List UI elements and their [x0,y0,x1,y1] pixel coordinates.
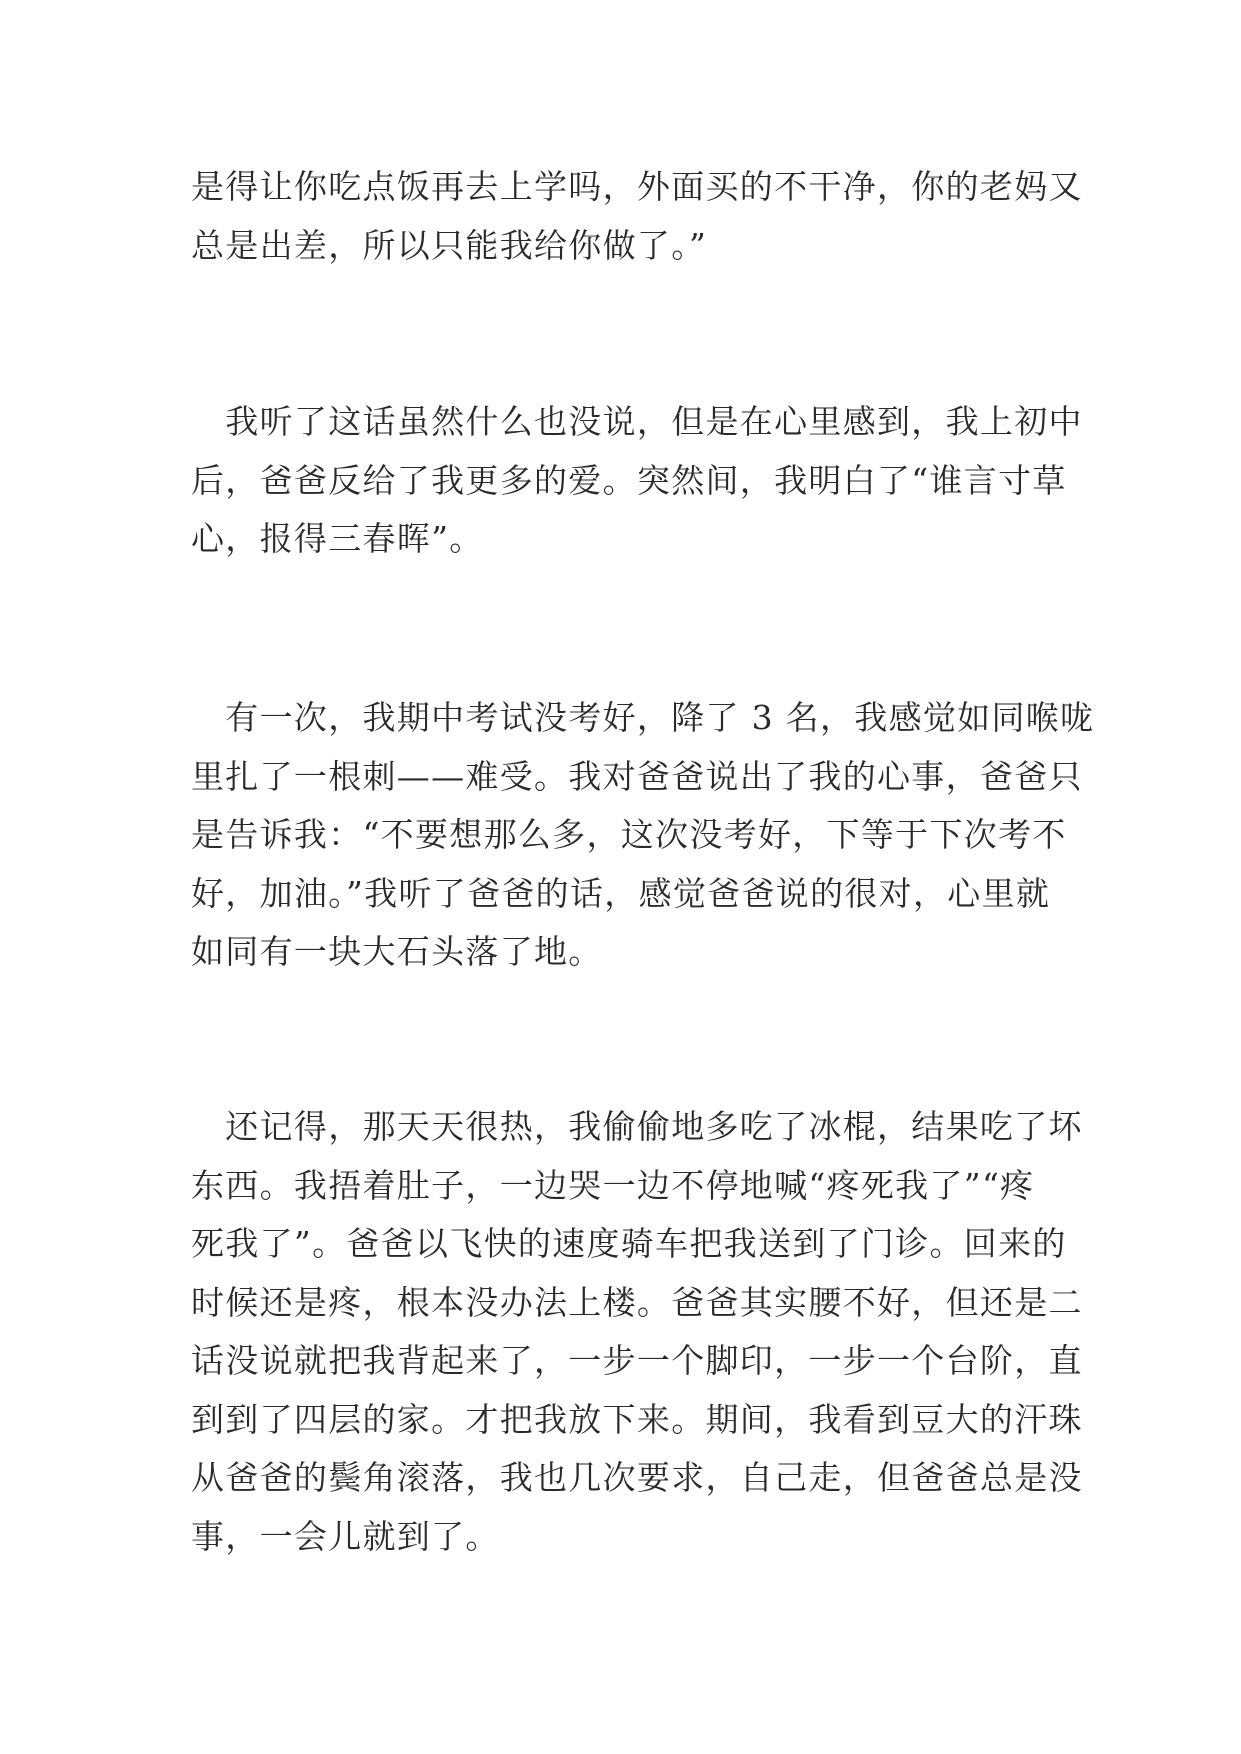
paragraph-line: 如同有一块大石头落了地。 [191,932,603,971]
paragraph-2 [191,393,1083,569]
paragraph-line: 东西。我捂着肚子，一边哭一边不停地喊“疼死我了”“疼 [191,1165,1035,1205]
paragraph-line: 是得让你吃点饭再去上学吗，外面买的不干净，你的老妈又 [191,167,1083,206]
paragraph-line: 到到了四层的家。才把我放下来。期间，我看到豆大的汗珠 [191,1399,1083,1439]
paragraph-line: 事，一会儿就到了。 [191,1516,500,1556]
paragraph-line: 心，报得三春晖”。 [191,519,484,558]
paragraph-line: 总是出差，所以只能我给你做了。” [191,225,708,265]
paragraph-line: 有一次，我期中考试没考好，降了 3 名，我感觉如同喉咙 [191,698,1095,737]
paragraph-line: 还记得，那天天很热，我偷偷地多吃了冰棍，结果吃了坏 [191,1107,1083,1146]
paragraph-line: 是告诉我：“不要想那么多，这次没考好，下等于下次考不 [191,815,1067,854]
paragraph-line: 话没说就把我背起来了，一步一个脚印，一步一个台阶，直 [191,1341,1083,1380]
paragraph-line: 死我了”。爸爸以飞快的速度骑车把我送到了门诊。回来的 [191,1224,1067,1263]
paragraph-line: 从爸爸的鬓角滚落，我也几次要求，自己走，但爸爸总是没 [191,1458,1083,1497]
paragraph-line: 好，加油。”我听了爸爸的话，感觉爸爸说的很对，心里就 [191,873,1051,913]
paragraph-line: 后，爸爸反给了我更多的爱。突然间，我明白了“谁言寸草 [191,460,1067,500]
paragraph-4 [191,1098,1083,1566]
paragraph-line: 我听了这话虽然什么也没说，但是在心里感到，我上初中 [191,402,1083,441]
paragraph-line: 时候还是疼，根本没办法上楼。爸爸其实腰不好，但还是二 [191,1282,1083,1322]
paragraph-1 [191,158,1083,275]
paragraph-3 [191,689,1095,982]
paragraph-line: 里扎了一根刺——难受。我对爸爸说出了我的心事，爸爸只 [191,756,1083,796]
